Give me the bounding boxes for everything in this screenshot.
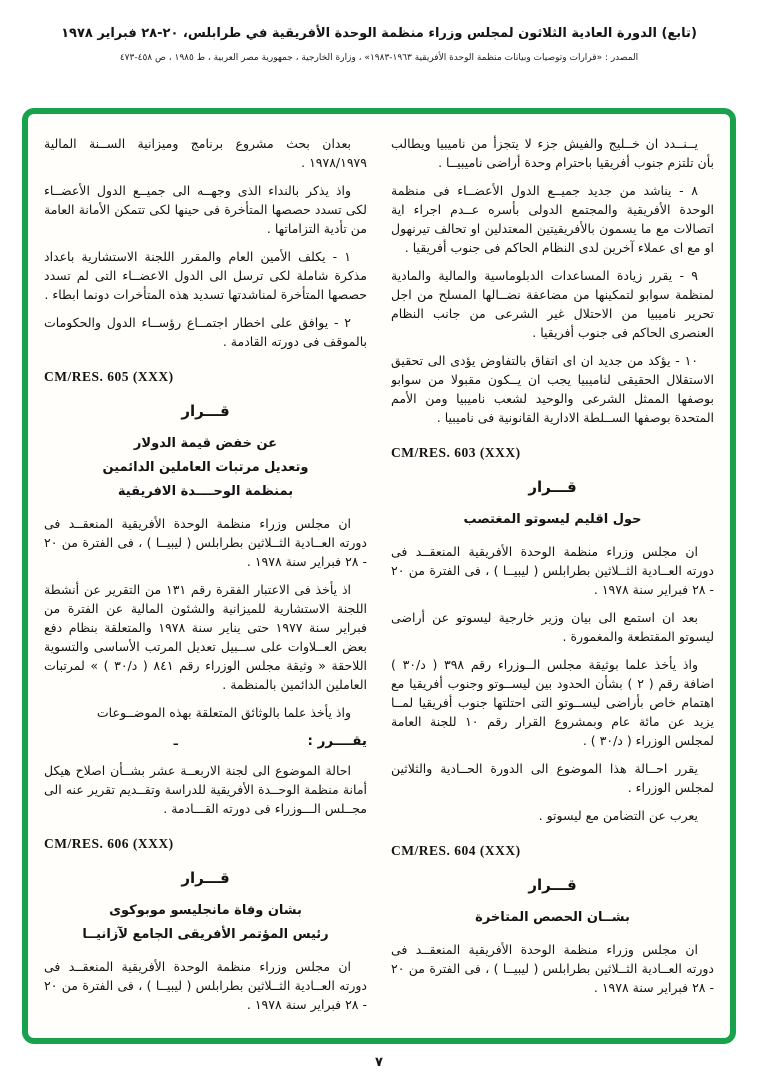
content-frame [22, 108, 736, 1044]
resolution-code: CM/RES. 606 (XXX) [44, 836, 174, 852]
document-source-line: المصدر : «قرارات وتوصيات وبيانات منظمة الوحدة الأفريقية ١٩٦٣-١٩٨٣» ، وزارة الخارجية ، جمهورية مصر العربية ، ط ١٩٨٥ ، ص ٤٥٨-٤٧٣ [119, 53, 639, 63]
resolution-heading: قـــرار [181, 868, 230, 887]
resolution-heading: قـــرار [528, 477, 577, 496]
resolution-title: عن خفض قيمة الدولار [133, 436, 278, 452]
resolution-title: بشــان الحصص المتاخرة [475, 910, 630, 926]
paragraph: يقرر احــالة هذا الموضوع الى الدورة الحــادية والثلاثين لمجلس الوزراء . [391, 761, 714, 796]
paragraph: واذ يذكر بالنداء الذى وجهــه الى جميــع الدول الأعضــاء لكى تسدد حصصها المتأخرة فى حينها لكى تتمكن الأمانة العامة من تأدية التزاماتها . [44, 183, 367, 236]
resolution-code: CM/RES. 604 (XXX) [391, 843, 521, 859]
resolution-title: وتعديل مرتبات العاملين الدائمين [102, 460, 309, 476]
paragraph: ٨ - يناشد من جديد جميــع الدول الأعضــاء فى منظمة الوحدة الأفريقية والمجتمع الدولى بأسره عــدم اجراء اية اتصالات مع ما يسمون بالأفريقيتين المعتدلين او تحالف تيرنهول او مع اى عملاء آخرين لدى النظام الحاكم فى جنوب أفريقيا . [391, 183, 714, 255]
resolution-title: بمنظمة الوحــــدة الافريقية [117, 483, 294, 499]
resolution-title: حول اقليم ليسوتو المغتصب [463, 512, 642, 528]
column-right [391, 134, 714, 1026]
resolution-heading: قـــرار [528, 875, 577, 894]
decree-line [44, 731, 367, 752]
paragraph: احالة الموضوع الى لجنة الاربعــة عشر بشــأن اصلاح هيكل أمانة منظمة الوحــدة الأفريقية للدراسة وتقــديم تقرير عنه الى مجــلس الـــوزراء فى دورته القـــادمة . [44, 763, 367, 817]
paragraph: ان مجلس وزراء منظمة الوحدة الأفريقية المنعقــد فى دورته العــادية الثــلاثين بطرابلس ( ليبيــا ) ، فى الفترة من ٢٠ - ٢٨ فبراير سنة ١٩٧٨ . [391, 544, 714, 598]
two-column-layout [44, 134, 714, 1026]
document-header [0, 0, 758, 63]
paragraph: واذ يأخذ علما بالوثائق المتعلقة بهذه الموضــوعات [96, 704, 351, 720]
decree-label: يقــــرر : [307, 732, 367, 749]
decree-dash: ـ [173, 732, 178, 748]
resolution-title: بشان وفاة مانجليسو موبوكوى [109, 903, 302, 919]
paragraph: بعد ان استمع الى بيان وزير خارجية ليسوتو عن أراضى ليسوتو المقتطعة والمغمورة . [391, 610, 714, 645]
column-left [44, 134, 367, 1026]
paragraph: يــنــدد ان خــليج والفيش جزء لا يتجزأ من ناميبيا ويطالب بأن تلتزم جنوب أفريقيا باحترام وحدة أراضى ناميبيــا . [391, 136, 714, 170]
resolution-code: CM/RES. 603 (XXX) [391, 445, 521, 460]
resolution-code: CM/RES. 605 (XXX) [44, 369, 174, 384]
paragraph: واذ يأخذ علما بوثيقة مجلس الــوزراء رقم ٣٩٨ ( د/٣٠ ) اضافة رقم ( ٢ ) بشأن الحدود بين ليســوتو وجنوب أفريقيا مع اهتمام خاص بأراضى ليســوتو التى احتلتها جنوب أفريقيا لمــا يزيد عن مائة عام وبمشروع القرار رقم ١٠ للجنة العامة لمجلس الوزراء ( د/٣٠ ) . [391, 657, 714, 749]
resolution-heading: قـــرار [181, 401, 230, 420]
document-header-title: (تابع) الدورة العادية الثلاثون لمجلس وزراء منظمة الوحدة الأفريقية في طرابلس، ٢٠-٢٨ فبراير ١٩٧٨ [61, 26, 697, 41]
paragraph: ان مجلس وزراء منظمة الوحدة الأفريقية المنعقــد فى دورته العــادية الثــلاثين بطرابلس ( ليبيــا ) ، فى الفترة من ٢٠ - ٢٨ فبراير سنة ١٩٧٨ . [44, 958, 367, 1012]
paragraph: ١٠ - يؤكد من جديد ان اى اتفاق بالتفاوض يؤدى الى تحقيق الاستقلال الحقيقى لناميبيا يجب ان يــكون مقبولا من سوابو بوصفها الممثل الشرعى والوحيد لشعب ناميبيا ومن الأمم المتحدة بوصفها الســلطة الادارية القانونية فى ناميبيا . [391, 353, 714, 425]
paragraph: بعدان بحث مشروع برنامج وميزانية الســنة المالية ١٩٧٨/١٩٧٩ . [44, 136, 367, 170]
paragraph: يعرب عن التضامن مع ليسوتو . [538, 808, 698, 824]
paragraph: ٢ - يوافق على اخطار اجتمــاع رؤســاء الدول والحكومات بالموقف فى دورته القادمة . [44, 315, 367, 349]
paragraph: ١ - يكلف الأمين العام والمقرر اللجنة الاستشارية باعداد مذكرة شاملة لكى ترسل الى الدول الاعضــاء التى لم تسدد حصصها المتأخرة لمناشدتها تسديد هذه المتأخرات دونما ابطاء . [44, 249, 367, 302]
paragraph: ان مجلس وزراء منظمة الوحدة الأفريقية المنعقــد فى دورته العــادية الثــلاثين بطرابلس ( ليبيــا ) ، فى الفترة من ٢٠ - ٢٨ فبراير سنة ١٩٧٨ . [44, 515, 367, 569]
paragraph: ان مجلس وزراء منظمة الوحدة الأفريقية المنعقــد فى دورته العــادية الثــلاثين بطرابلس ( ليبيــا ) ، فى الفترة من ٢٠ - ٢٨ فبراير سنة ١٩٧٨ . [391, 942, 714, 996]
paragraph: اذ يأخذ فى الاعتبار الفقرة رقم ١٣١ من التقرير عن أنشطة اللجنة الاستشارية للميزانية والشئون المالية عن الفترة من فبراير سنة ١٩٧٧ حتى يناير سنة ١٩٧٨ والمتعلقة بنظام دفع بعض العــلاوات على ســبيل تعديل المرتب الأساسى والتسوية اللاحقة « وثيقة مجلس الوزراء رقم ٨٤١ ( د/٣٠ ) » لمرتبات العاملين الدائمين بالمنظمة . [44, 581, 367, 692]
resolution-title: رئيس المؤتمر الأفريقى الجامع لآزانيــا [82, 927, 329, 943]
page-number: ٧ [375, 1055, 383, 1070]
paragraph: ٩ - يقرر زيادة المساعدات الدبلوماسية والمالية والمادية لمنظمة سوابو لتمكينها من مضاعفة نضــالها المسلح من اجل تحرير ناميبيا من الاحتلال غير الشرعى من جانب النظام العنصرى الحاكم فى جنوب أفريقيا . [391, 268, 714, 340]
